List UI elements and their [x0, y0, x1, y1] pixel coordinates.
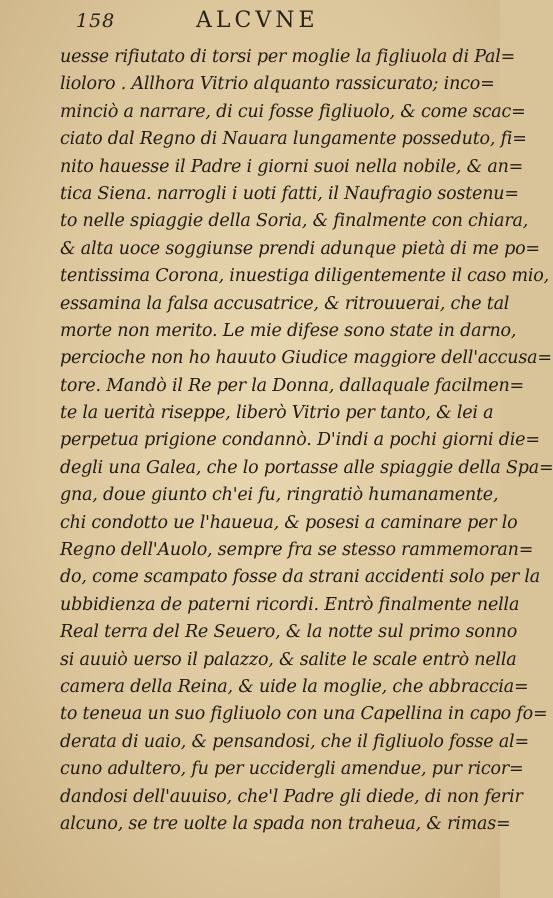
- text-line: chi condotto ue l'haueua, & posesi a caminare per lo: [60, 512, 518, 533]
- text-line: perpetua prigione condannò. D'indi a pochi giorni die=: [60, 430, 540, 451]
- running-head: ALCVNE: [196, 8, 319, 33]
- text-line: derata di uaio, & pensandosi, che il figliuolo fosse al=: [60, 731, 529, 752]
- text-line: si auuiò uerso il palazzo, & salite le scale entrò nella: [60, 649, 517, 670]
- text-line: gna, doue giunto ch'ei fu, ringratiò humanamente,: [60, 485, 499, 506]
- text-line: to teneua un suo figliuolo con una Capellina in capo fo=: [60, 704, 548, 725]
- text-line: Regno dell'Auolo, sempre fra se stesso rammemoran=: [60, 540, 534, 561]
- text-line: Real terra del Re Seuero, & la notte sul primo sonno: [60, 622, 518, 643]
- text-line: minciò a narrare, di cui fosse figliuolo, & come scac=: [60, 101, 526, 122]
- text-line: ubbidienza de paterni ricordi. Entrò finalmente nella: [60, 594, 520, 615]
- text-line: morte non merito. Le mie difese sono state in darno,: [60, 320, 517, 341]
- text-line: ciato dal Regno di Nauara lungamente posseduto, fi=: [60, 129, 527, 150]
- text-line: lioloro . Allhora Vitrio alquanto rassicurato; inco=: [60, 74, 495, 95]
- page-number: 158: [76, 10, 116, 32]
- body-text: [60, 44, 553, 838]
- text-line: degli una Galea, che lo portasse alle spiaggie della Spa=: [60, 457, 553, 478]
- page-header: [76, 6, 376, 38]
- text-line: alcuno, se tre uolte la spada non traheua, & rimas=: [60, 813, 511, 834]
- text-line: uesse rifiutato di torsi per moglie la figliuola di Pal=: [60, 47, 516, 67]
- text-line: essamina la falsa accusatrice, & ritrouuerai, che tal: [60, 293, 510, 314]
- text-line: nito hauesse il Padre i giorni suoi nella nobile, & an=: [60, 156, 524, 177]
- text-line: do, come scampato fosse da strani accidenti solo per la: [60, 567, 541, 588]
- text-line: dandosi dell'auuiso, che'l Padre gli diede, di non ferir: [60, 786, 523, 807]
- text-line: & alta uoce soggiunse prendi adunque pietà di me po=: [60, 238, 540, 259]
- text-line: percioche non ho hauuto Giudice maggiore dell'accusa=: [60, 348, 552, 369]
- text-line: to nelle spiaggie della Soria, & finalmente con chiara,: [60, 211, 529, 232]
- text-line: cuno adultero, fu per uccidergli amendue, pur ricor=: [60, 759, 524, 780]
- text-line: tore. Mandò il Re per la Donna, dallaquale facilmen=: [60, 375, 525, 396]
- text-line: te la uerità riseppe, liberò Vitrio per tanto, & lei a: [60, 403, 494, 424]
- text-line: tica Siena. narrogli i uoti fatti, il Naufragio sostenu=: [60, 183, 519, 204]
- text-line: camera della Reina, & uide la moglie, che abbraccia=: [60, 676, 529, 697]
- text-line: tentissima Corona, inuestiga diligentemente il caso mio,: [60, 266, 549, 287]
